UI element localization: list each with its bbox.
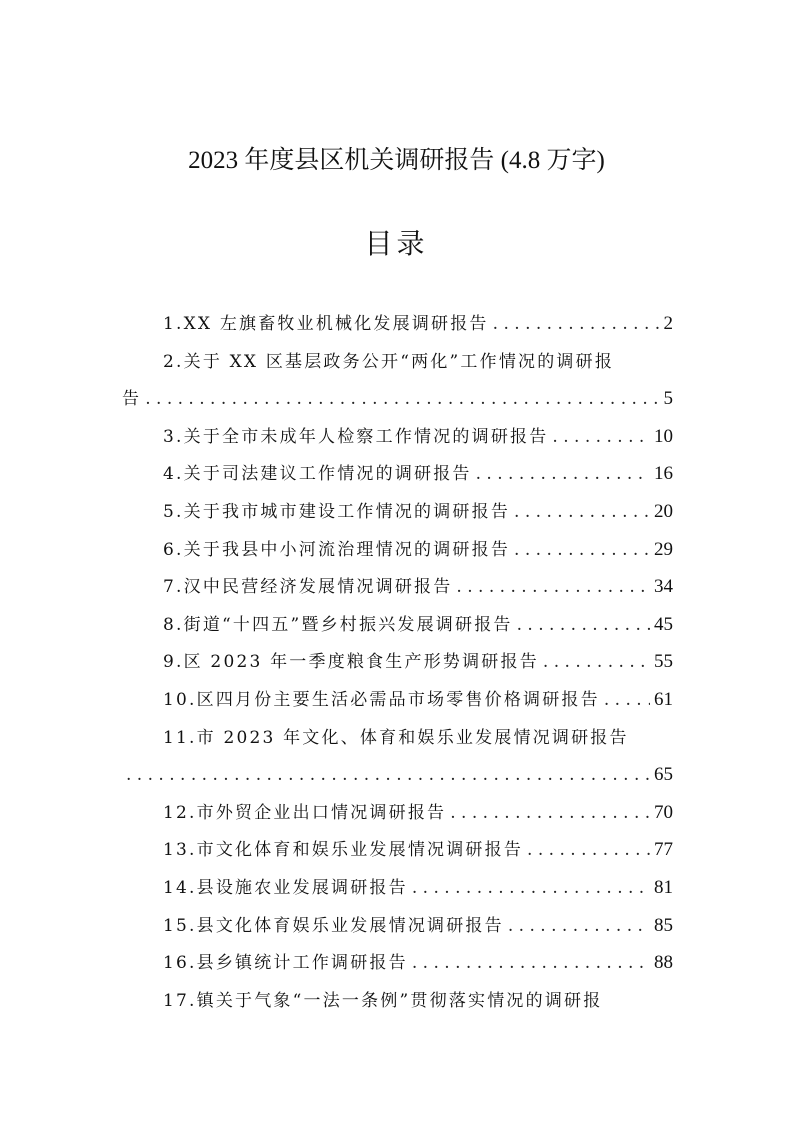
toc-entry-title: 5.关于我市城市建设工作情况的调研报告 xyxy=(163,501,511,522)
toc-entry[interactable] xyxy=(122,610,673,648)
toc-entry[interactable] xyxy=(122,685,673,723)
toc-entry[interactable] xyxy=(122,723,673,761)
toc-entry-title: 11.市 2023 年文化、体育和娱乐业发展情况调研报告 xyxy=(163,727,629,748)
toc-entry-title: 1.XX 左旗畜牧业机械化发展调研报告 xyxy=(163,314,489,334)
toc-entry[interactable] xyxy=(122,873,673,911)
toc-entry[interactable] xyxy=(122,347,673,385)
toc-entry[interactable] xyxy=(122,911,673,949)
table-of-contents xyxy=(122,309,673,1023)
toc-entry[interactable] xyxy=(122,384,673,422)
toc-entry[interactable] xyxy=(122,647,673,685)
toc-entry-title: 12.市外贸企业出口情况调研报告 xyxy=(163,802,447,823)
toc-entry-title: 8.街道“十四五”暨乡村振兴发展调研报告 xyxy=(163,614,513,635)
toc-page-number: 5 xyxy=(663,388,673,410)
toc-entry[interactable] xyxy=(122,497,673,535)
dot-leader xyxy=(514,535,650,565)
toc-entry-title: 6.关于我县中小河流治理情况的调研报告 xyxy=(163,539,511,560)
dot-leader xyxy=(126,760,650,790)
toc-entry[interactable] xyxy=(122,309,673,347)
toc-entry-title: 15.县文化体育娱乐业发展情况调研报告 xyxy=(163,915,504,936)
toc-entry-title: 13.市文化体育和娱乐业发展情况调研报告 xyxy=(163,840,524,861)
toc-page-number: 55 xyxy=(654,651,673,673)
toc-page-number: 85 xyxy=(654,914,673,936)
dot-leader xyxy=(543,647,650,677)
toc-entry-title: 9.区 2023 年一季度粮食生产形势调研报告 xyxy=(163,652,539,673)
toc-page-number: 88 xyxy=(654,952,673,974)
toc-page-number: 77 xyxy=(654,839,673,861)
toc-page-number: 10 xyxy=(654,425,673,447)
toc-page-number: 70 xyxy=(654,801,673,823)
toc-entry-title: 14.县设施农业发展调研报告 xyxy=(163,877,408,898)
toc-page-number: 34 xyxy=(654,576,673,598)
dot-leader xyxy=(412,873,650,903)
toc-entry-title: 7.汉中民营经济发展情况调研报告 xyxy=(163,577,453,598)
dot-leader xyxy=(493,309,660,339)
toc-entry-title: 4.关于司法建议工作情况的调研报告 xyxy=(163,464,472,485)
dot-leader xyxy=(508,911,650,941)
toc-page-number: 81 xyxy=(654,876,673,898)
toc-page-number: 29 xyxy=(654,538,673,560)
toc-entry-title: 17.镇关于气象“一法一条例”贯彻落实情况的调研报 xyxy=(163,990,603,1011)
toc-entry-title: 2.关于 XX 区基层政务公开“两化”工作情况的调研报 xyxy=(163,351,615,372)
toc-page-number: 61 xyxy=(654,688,673,710)
toc-page-number: 65 xyxy=(654,764,673,786)
dot-leader xyxy=(476,459,650,489)
toc-entry[interactable] xyxy=(122,459,673,497)
toc-entry-title: 3.关于全市未成年人检察工作情况的调研报告 xyxy=(163,426,549,447)
dot-leader xyxy=(456,572,650,602)
toc-entry-title: 告 xyxy=(122,389,142,410)
dot-leader xyxy=(604,685,650,715)
toc-entry[interactable] xyxy=(122,760,673,798)
toc-page-number: 2 xyxy=(663,313,673,334)
toc-entry[interactable] xyxy=(122,798,673,836)
toc-entry-title: 16.县乡镇统计工作调研报告 xyxy=(163,953,408,974)
toc-entry[interactable] xyxy=(122,835,673,873)
toc-page-number: 45 xyxy=(654,613,673,635)
dot-leader xyxy=(527,835,650,865)
dot-leader xyxy=(145,384,659,414)
toc-entry[interactable] xyxy=(122,572,673,610)
toc-page-number: 20 xyxy=(654,500,673,522)
toc-entry[interactable] xyxy=(122,535,673,573)
toc-page-number: 16 xyxy=(654,463,673,485)
dot-leader xyxy=(450,798,650,828)
toc-entry[interactable] xyxy=(122,422,673,460)
dot-leader xyxy=(552,422,650,452)
dot-leader xyxy=(517,610,650,640)
toc-entry[interactable] xyxy=(122,986,673,1024)
toc-heading: 目录 xyxy=(364,227,429,260)
dot-leader xyxy=(412,948,650,978)
dot-leader xyxy=(514,497,650,527)
toc-entry-title: 10.区四月份主要生活必需品市场零售价格调研报告 xyxy=(163,689,600,710)
toc-entry[interactable] xyxy=(122,948,673,986)
document-title: 2023 年度县区机关调研报告 (4.8 万字) xyxy=(188,147,605,174)
